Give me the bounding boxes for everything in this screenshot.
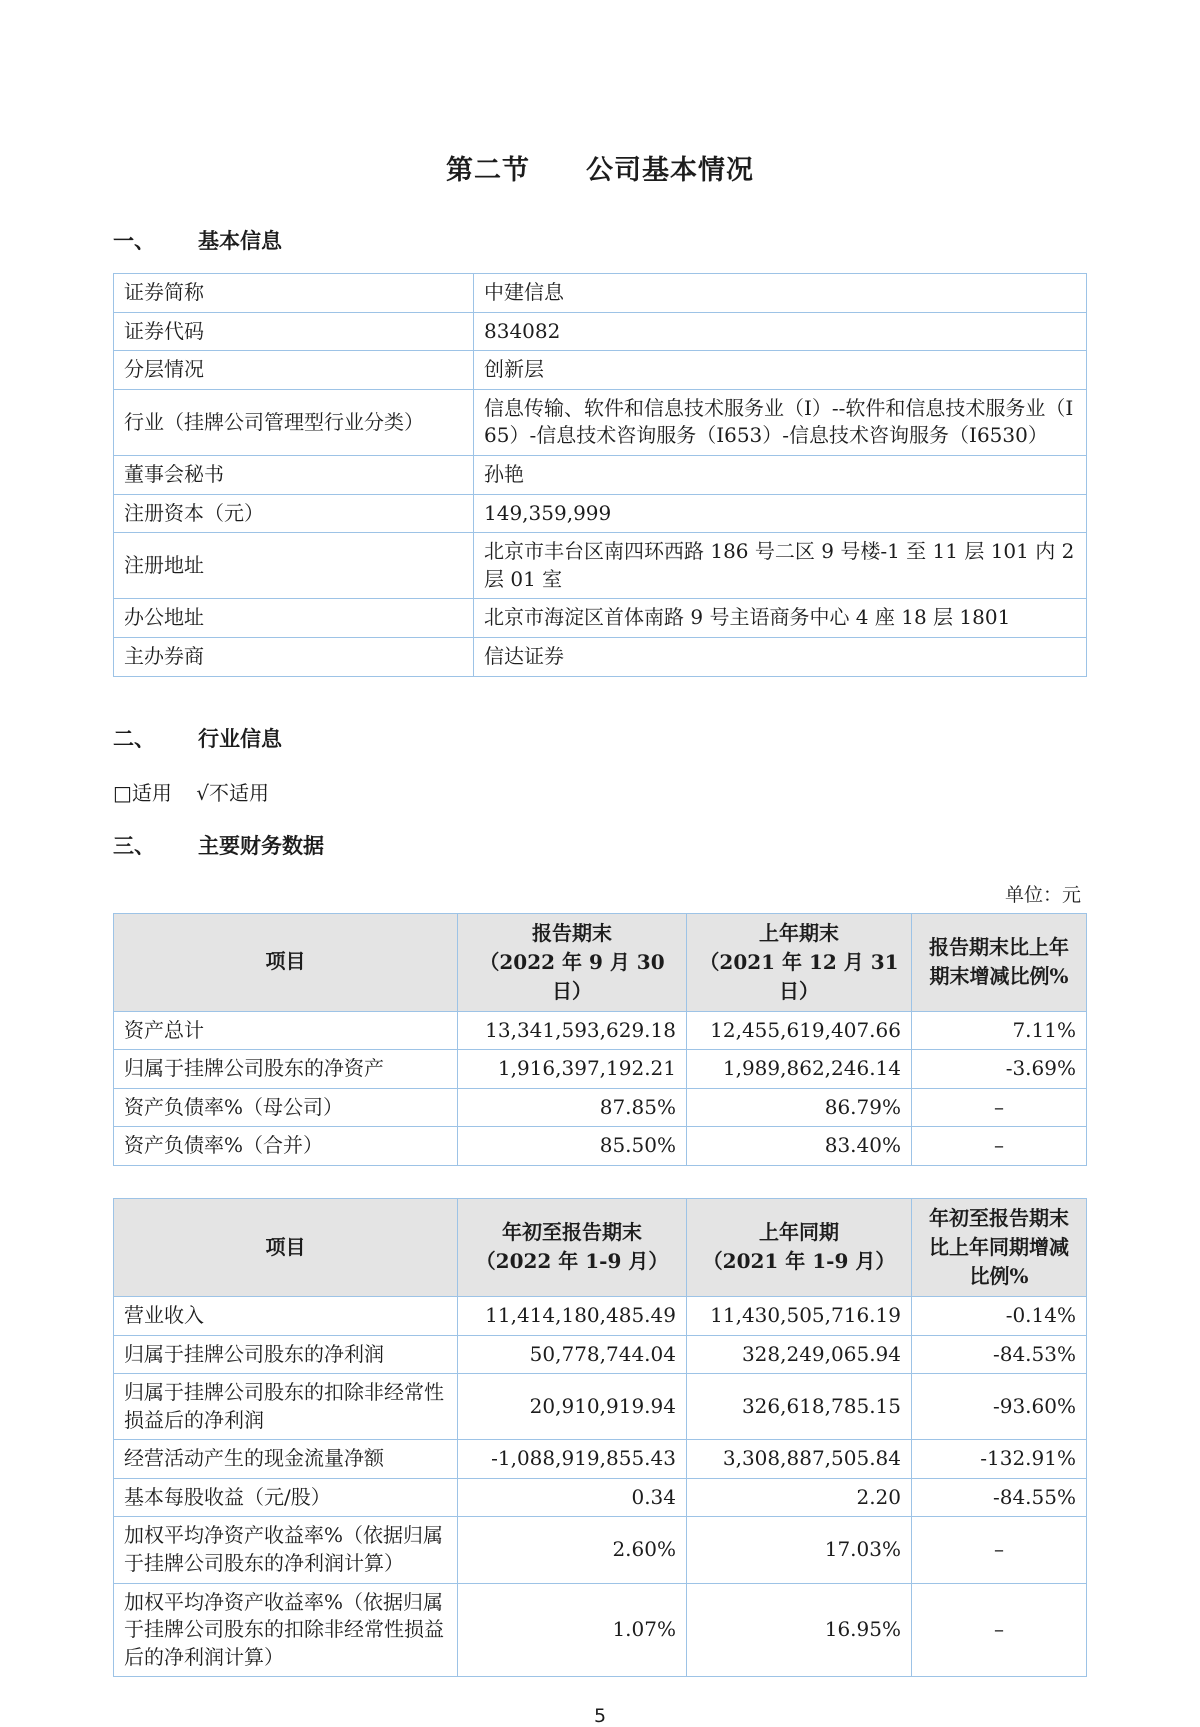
change-value: -3.69% — [912, 1050, 1087, 1089]
row-label: 董事会秘书 — [114, 455, 474, 494]
page-number: 5 — [593, 1705, 607, 1727]
unit-note: 单位：元 — [1004, 883, 1081, 906]
row-label: 经营活动产生的现金流量净额 — [114, 1440, 458, 1479]
section-heading-basic-info — [113, 225, 1087, 255]
option-label: 不适用 — [209, 780, 270, 805]
checkbox-unchecked-icon: □ — [113, 780, 132, 805]
table-row — [114, 1011, 1087, 1050]
financial-table-year-to-date — [113, 1198, 1087, 1678]
header-prior-period — [687, 1198, 912, 1296]
current-value: 1,916,397,192.21 — [458, 1050, 687, 1089]
current-value: 0.34 — [458, 1478, 687, 1517]
table-row — [114, 389, 1087, 455]
row-value: 孙艳 — [474, 455, 1087, 494]
table-row — [114, 455, 1087, 494]
table-row — [114, 1335, 1087, 1374]
row-label: 注册资本（元） — [114, 494, 474, 533]
row-label: 行业（挂牌公司管理型行业分类） — [114, 389, 474, 455]
financial-table-period-end — [113, 913, 1087, 1166]
basic-info-table — [113, 273, 1087, 677]
row-label: 资产负债率%（母公司） — [114, 1088, 458, 1127]
table-row — [114, 637, 1087, 676]
table-row — [114, 1583, 1087, 1677]
checkmark-icon: √ — [196, 780, 210, 805]
row-label: 证券代码 — [114, 312, 474, 351]
table-row — [114, 1440, 1087, 1479]
prior-value: 3,308,887,505.84 — [687, 1440, 912, 1479]
section-heading-industry-info — [113, 723, 1087, 753]
header-change — [912, 913, 1087, 1011]
current-value: 1.07% — [458, 1583, 687, 1677]
row-value: 北京市丰台区南四环西路 186 号二区 9 号楼-1 至 11 层 101 内 2 层 01 室 — [474, 533, 1087, 599]
header-line: 年初至报告期末 — [929, 1205, 1069, 1230]
header-current-period — [458, 913, 687, 1011]
header-line: 比上年同期增减 — [929, 1234, 1069, 1259]
table-row — [114, 1050, 1087, 1089]
document-page — [113, 0, 1087, 1727]
header-line: （2021 年 1-9 月） — [702, 1249, 896, 1274]
row-label: 归属于挂牌公司股东的净资产 — [114, 1050, 458, 1089]
prior-value: 86.79% — [687, 1088, 912, 1127]
prior-value: 12,455,619,407.66 — [687, 1011, 912, 1050]
option-applicable — [113, 781, 172, 805]
header-line: （2021 年 12 月 31 日） — [699, 949, 899, 1003]
prior-value: 326,618,785.15 — [687, 1374, 912, 1440]
table-row — [114, 351, 1087, 390]
change-value: -0.14% — [912, 1296, 1087, 1335]
section-number: 三、 — [113, 833, 155, 858]
header-line: 上年同期 — [759, 1220, 839, 1245]
table-row — [114, 533, 1087, 599]
header-line: 年初至报告期末 — [502, 1220, 642, 1245]
current-value: 87.85% — [458, 1088, 687, 1127]
section-label: 行业信息 — [198, 726, 282, 751]
current-value: 2.60% — [458, 1517, 687, 1583]
row-label: 归属于挂牌公司股东的净利润 — [114, 1335, 458, 1374]
prior-value: 2.20 — [687, 1478, 912, 1517]
change-value: -84.55% — [912, 1478, 1087, 1517]
row-value: 834082 — [474, 312, 1087, 351]
table-row — [114, 1517, 1087, 1583]
header-line: 报告期末比上年 — [929, 935, 1069, 960]
current-value: 50,778,744.04 — [458, 1335, 687, 1374]
row-value: 北京市海淀区首体南路 9 号主语商务中心 4 座 18 层 1801 — [474, 599, 1087, 638]
row-label: 加权平均净资产收益率%（依据归属于挂牌公司股东的净利润计算） — [114, 1517, 458, 1583]
table-row — [114, 494, 1087, 533]
change-value: – — [912, 1517, 1087, 1583]
change-value: – — [912, 1583, 1087, 1677]
section-label: 主要财务数据 — [198, 833, 324, 858]
row-label: 办公地址 — [114, 599, 474, 638]
row-value: 149,359,999 — [474, 494, 1087, 533]
row-label: 主办券商 — [114, 637, 474, 676]
row-label: 分层情况 — [114, 351, 474, 390]
row-label: 资产总计 — [114, 1011, 458, 1050]
section-heading-financial-data — [113, 830, 1087, 860]
section-label: 基本信息 — [198, 229, 282, 253]
table-row — [114, 1478, 1087, 1517]
header-line: （2022 年 9 月 30 日） — [479, 949, 665, 1003]
prior-value: 11,430,505,716.19 — [687, 1296, 912, 1335]
header-line: 上年期末 — [759, 920, 839, 945]
applicability-line — [113, 777, 1087, 806]
header-change — [912, 1198, 1087, 1296]
section-number: 一、 — [113, 229, 155, 253]
row-label: 营业收入 — [114, 1296, 458, 1335]
prior-value: 16.95% — [687, 1583, 912, 1677]
table-row — [114, 1127, 1087, 1166]
table-row — [114, 599, 1087, 638]
change-value: – — [912, 1127, 1087, 1166]
header-item: 项目 — [114, 913, 458, 1011]
option-not-applicable — [196, 781, 269, 805]
header-prior-period — [687, 913, 912, 1011]
change-value: -132.91% — [912, 1440, 1087, 1479]
table-row — [114, 312, 1087, 351]
prior-value: 17.03% — [687, 1517, 912, 1583]
row-label: 基本每股收益（元/股） — [114, 1478, 458, 1517]
row-value: 创新层 — [474, 351, 1087, 390]
option-label: 适用 — [131, 780, 172, 805]
header-row — [114, 913, 1087, 1011]
header-line: 期末增减比例% — [929, 964, 1069, 989]
header-item: 项目 — [114, 1198, 458, 1296]
prior-value: 83.40% — [687, 1127, 912, 1166]
prior-value: 1,989,862,246.14 — [687, 1050, 912, 1089]
row-label: 注册地址 — [114, 533, 474, 599]
table-row — [114, 274, 1087, 313]
current-value: 85.50% — [458, 1127, 687, 1166]
header-line: （2022 年 1-9 月） — [475, 1249, 669, 1274]
prior-value: 328,249,065.94 — [687, 1335, 912, 1374]
current-value: -1,088,919,855.43 — [458, 1440, 687, 1479]
page-title: 第二节 公司基本情况 — [446, 155, 754, 186]
change-value: 7.11% — [912, 1011, 1087, 1050]
row-value: 中建信息 — [474, 274, 1087, 313]
current-value: 11,414,180,485.49 — [458, 1296, 687, 1335]
current-value: 20,910,919.94 — [458, 1374, 687, 1440]
section-number: 二、 — [113, 726, 155, 751]
current-value: 13,341,593,629.18 — [458, 1011, 687, 1050]
change-value: -84.53% — [912, 1335, 1087, 1374]
row-label: 归属于挂牌公司股东的扣除非经常性损益后的净利润 — [114, 1374, 458, 1440]
table-row — [114, 1374, 1087, 1440]
row-label: 加权平均净资产收益率%（依据归属于挂牌公司股东的扣除非经常性损益后的净利润计算） — [114, 1583, 458, 1677]
row-label: 资产负债率%（合并） — [114, 1127, 458, 1166]
change-value: – — [912, 1088, 1087, 1127]
table-row — [114, 1296, 1087, 1335]
header-line: 比例% — [969, 1263, 1029, 1288]
row-value: 信达证券 — [474, 637, 1087, 676]
table-row — [114, 1088, 1087, 1127]
header-row — [114, 1198, 1087, 1296]
row-label: 证券简称 — [114, 274, 474, 313]
header-line: 报告期末 — [532, 920, 612, 945]
row-value: 信息传输、软件和信息技术服务业（I）--软件和信息技术服务业（I65）-信息技术咨询服务（I653）-信息技术咨询服务（I6530） — [474, 389, 1087, 455]
header-current-period — [458, 1198, 687, 1296]
change-value: -93.60% — [912, 1374, 1087, 1440]
